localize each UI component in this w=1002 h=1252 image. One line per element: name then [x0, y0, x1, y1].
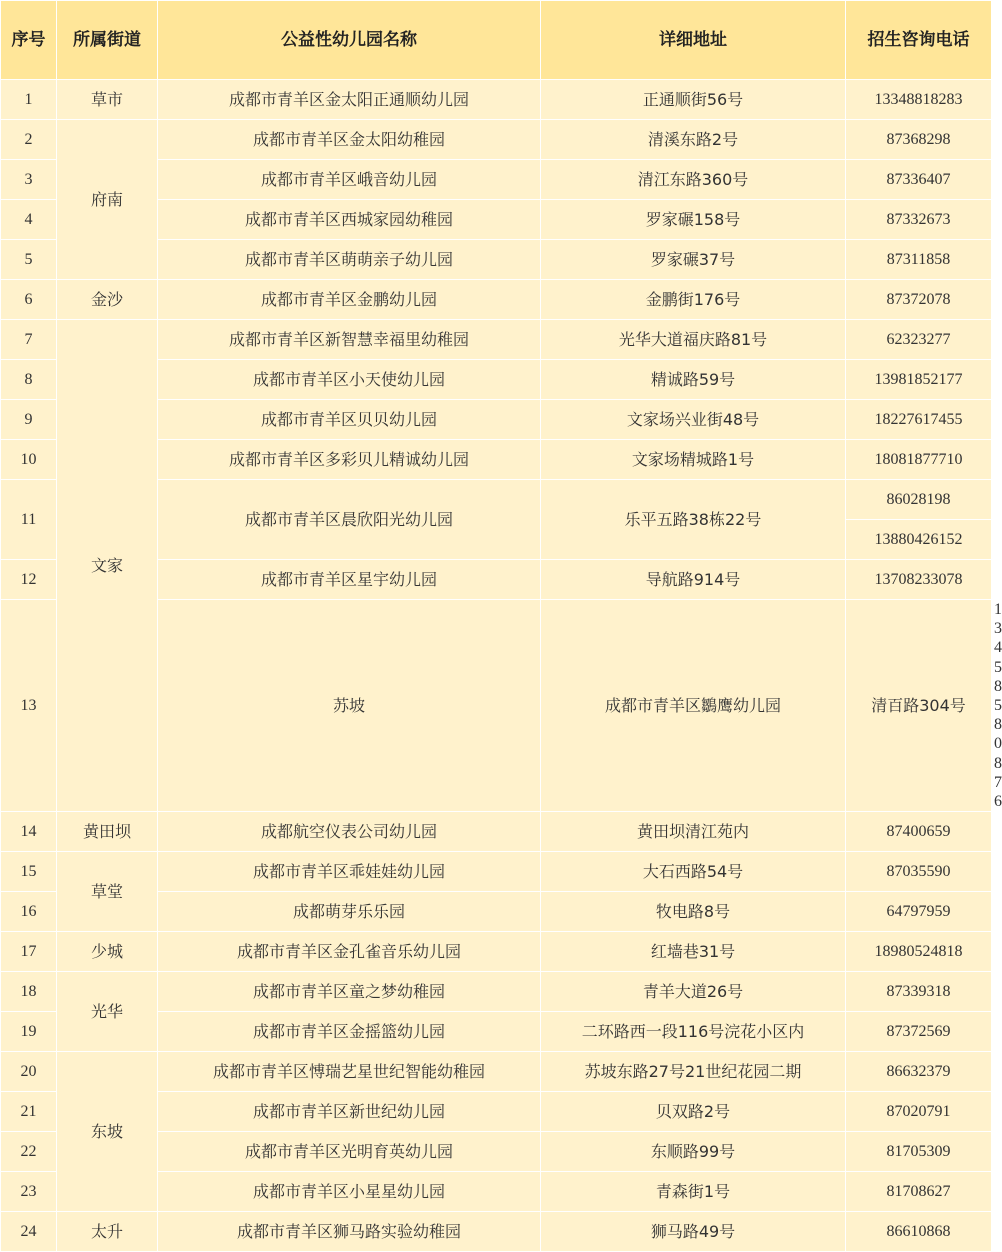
phone-cell: 81705309 — [846, 1132, 992, 1172]
row-number: 20 — [1, 1052, 57, 1092]
header-street: 所属街道 — [57, 1, 158, 80]
row-number: 2 — [1, 120, 57, 160]
header-name: 公益性幼儿园名称 — [158, 1, 541, 80]
row-number: 4 — [1, 200, 57, 240]
address-cell: 文家场精城路1号 — [541, 440, 846, 480]
kindergarten-name: 成都市青羊区峨音幼儿园 — [158, 160, 541, 200]
kindergarten-name: 成都市青羊区金摇篮幼儿园 — [158, 1012, 541, 1052]
kindergarten-name: 成都萌芽乐乐园 — [158, 892, 541, 932]
phone-cell: 18980524818 — [846, 932, 992, 972]
table-row — [1, 812, 992, 852]
row-number: 23 — [1, 1172, 57, 1212]
kindergarten-name: 成都市青羊区乖娃娃幼儿园 — [158, 852, 541, 892]
address-cell: 狮马路49号 — [541, 1212, 846, 1252]
row-number: 7 — [1, 320, 57, 360]
row-number: 16 — [1, 892, 57, 932]
phone-cell: 87368298 — [846, 120, 992, 160]
table-row — [1, 1052, 992, 1092]
phone-cell: 13880426152 — [846, 520, 992, 560]
street-cell: 府南 — [57, 120, 158, 280]
kindergarten-name: 成都市青羊区狮马路实验幼稚园 — [158, 1212, 541, 1252]
table-row — [1, 852, 992, 892]
row-number: 12 — [1, 560, 57, 600]
kindergarten-name: 成都市青羊区新智慧幸福里幼稚园 — [158, 320, 541, 360]
table-row — [1, 1212, 992, 1252]
address-cell: 文家场兴业街48号 — [541, 400, 846, 440]
kindergarten-name: 成都航空仪表公司幼儿园 — [158, 812, 541, 852]
kindergarten-name: 成都市青羊区贝贝幼儿园 — [158, 400, 541, 440]
row-number: 11 — [1, 480, 57, 560]
kindergarten-name: 成都市青羊区新世纪幼儿园 — [158, 1092, 541, 1132]
table-row — [1, 280, 992, 320]
street-cell: 光华 — [57, 972, 158, 1052]
row-number: 15 — [1, 852, 57, 892]
row-number: 8 — [1, 360, 57, 400]
address-cell: 黄田坝清江苑内 — [541, 812, 846, 852]
row-number: 14 — [1, 812, 57, 852]
kindergarten-name: 成都市青羊区多彩贝儿精诚幼儿园 — [158, 440, 541, 480]
row-number: 6 — [1, 280, 57, 320]
phone-cell: 86632379 — [846, 1052, 992, 1092]
phone-cell: 62323277 — [846, 320, 992, 360]
row-number: 10 — [1, 440, 57, 480]
kindergarten-name: 成都市青羊区西城家园幼稚园 — [158, 200, 541, 240]
table-row: 13 苏坡 成都市青羊区鶵鹰幼儿园 清百路304号 13458580876 — [1, 600, 992, 812]
kindergarten-name: 成都市青羊区鶵鹰幼儿园 — [541, 600, 846, 812]
street-cell: 草堂 — [57, 852, 158, 932]
phone-cell: 64797959 — [846, 892, 992, 932]
phone-cell: 87311858 — [846, 240, 992, 280]
address-cell: 罗家碾37号 — [541, 240, 846, 280]
kindergarten-name: 成都市青羊区愽瑞艺星世纪智能幼稚园 — [158, 1052, 541, 1092]
phone-cell: 86610868 — [846, 1212, 992, 1252]
kindergarten-name: 成都市青羊区萌萌亲子幼儿园 — [158, 240, 541, 280]
street-cell: 草市 — [57, 80, 158, 120]
street-cell: 金沙 — [57, 280, 158, 320]
header-no: 序号 — [1, 1, 57, 80]
address-cell: 苏坡东路27号21世纪花园二期 — [541, 1052, 846, 1092]
kindergarten-name: 成都市青羊区金鹏幼儿园 — [158, 280, 541, 320]
address-cell: 正通顺街56号 — [541, 80, 846, 120]
street-cell: 文家 — [57, 320, 158, 812]
address-cell: 光华大道福庆路81号 — [541, 320, 846, 360]
table-row — [1, 80, 992, 120]
address-cell: 乐平五路38栋22号 — [541, 480, 846, 560]
address-cell: 导航路914号 — [541, 560, 846, 600]
kindergarten-name: 成都市青羊区金孔雀音乐幼儿园 — [158, 932, 541, 972]
phone-cell: 87336407 — [846, 160, 992, 200]
kindergarten-name: 成都市青羊区小星星幼儿园 — [158, 1172, 541, 1212]
row-number: 3 — [1, 160, 57, 200]
kindergarten-name: 成都市青羊区光明育英幼儿园 — [158, 1132, 541, 1172]
phone-cell: 81708627 — [846, 1172, 992, 1212]
table-row — [1, 320, 992, 360]
street-cell: 太升 — [57, 1212, 158, 1252]
row-number: 1 — [1, 80, 57, 120]
phone-cell: 87400659 — [846, 812, 992, 852]
address-cell: 罗家碾158号 — [541, 200, 846, 240]
kindergarten-name: 成都市青羊区小天使幼儿园 — [158, 360, 541, 400]
phone-cell: 86028198 — [846, 480, 992, 520]
row-number: 24 — [1, 1212, 57, 1252]
address-cell: 清百路304号 — [846, 600, 992, 812]
row-number: 22 — [1, 1132, 57, 1172]
kindergarten-name: 成都市青羊区金太阳正通顺幼儿园 — [158, 80, 541, 120]
phone-cell: 87332673 — [846, 200, 992, 240]
address-cell: 精诚路59号 — [541, 360, 846, 400]
address-cell: 红墙巷31号 — [541, 932, 846, 972]
address-cell: 东顺路99号 — [541, 1132, 846, 1172]
address-cell: 清溪东路2号 — [541, 120, 846, 160]
phone-cell: 87372078 — [846, 280, 992, 320]
phone-cell: 87035590 — [846, 852, 992, 892]
header-address: 详细地址 — [541, 1, 846, 80]
phone-cell: 18227617455 — [846, 400, 992, 440]
header-row — [1, 1, 992, 80]
street-cell: 少城 — [57, 932, 158, 972]
table-row — [1, 932, 992, 972]
phone-cell: 13981852177 — [846, 360, 992, 400]
kindergarten-name: 成都市青羊区童之梦幼稚园 — [158, 972, 541, 1012]
street-cell: 东坡 — [57, 1052, 158, 1212]
table-row — [1, 120, 992, 160]
phone-cell: 13708233078 — [846, 560, 992, 600]
phone-cell: 18081877710 — [846, 440, 992, 480]
address-cell: 牧电路8号 — [541, 892, 846, 932]
address-cell: 二环路西一段116号浣花小区内 — [541, 1012, 846, 1052]
kindergarten-name: 成都市青羊区晨欣阳光幼儿园 — [158, 480, 541, 560]
address-cell: 大石西路54号 — [541, 852, 846, 892]
row-number: 9 — [1, 400, 57, 440]
phone-cell: 13348818283 — [846, 80, 992, 120]
phone-cell: 87372569 — [846, 1012, 992, 1052]
address-cell: 清江东路360号 — [541, 160, 846, 200]
phone-cell: 87020791 — [846, 1092, 992, 1132]
row-number: 19 — [1, 1012, 57, 1052]
address-cell: 金鹏街176号 — [541, 280, 846, 320]
phone-cell: 87339318 — [846, 972, 992, 1012]
table-row — [1, 972, 992, 1012]
address-cell: 贝双路2号 — [541, 1092, 846, 1132]
row-number: 13 — [1, 600, 57, 812]
row-number: 5 — [1, 240, 57, 280]
street-cell: 苏坡 — [158, 600, 541, 812]
row-number: 21 — [1, 1092, 57, 1132]
row-number: 17 — [1, 932, 57, 972]
kindergarten-name: 成都市青羊区星宇幼儿园 — [158, 560, 541, 600]
street-cell: 黄田坝 — [57, 812, 158, 852]
address-cell: 青羊大道26号 — [541, 972, 846, 1012]
address-cell: 青森街1号 — [541, 1172, 846, 1212]
header-phone: 招生咨询电话 — [846, 1, 992, 80]
row-number: 18 — [1, 972, 57, 1012]
kindergarten-name: 成都市青羊区金太阳幼稚园 — [158, 120, 541, 160]
